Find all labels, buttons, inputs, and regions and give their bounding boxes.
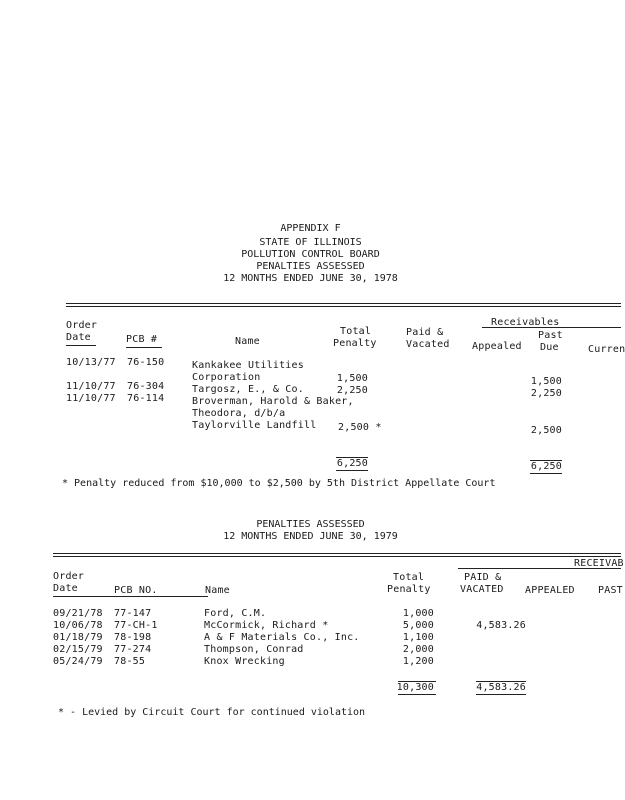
t1-row-name: Taylorville Landfill	[192, 420, 317, 431]
t2-row-date: 10/06/78	[53, 620, 103, 631]
t1-row-name: Kankakee Utilities	[192, 360, 304, 371]
t2-row-total: 1,100	[402, 632, 434, 643]
t1-header-vacated: Vacated	[406, 339, 450, 350]
t1-row-total: 2,250	[336, 385, 368, 396]
t2-header-paid: PAID &	[464, 572, 502, 583]
t1-row-name: Corporation	[192, 372, 261, 383]
t2-row-pcb: 78-198	[114, 632, 152, 643]
t1-total-past-due: 6,250	[530, 461, 562, 472]
t1-row-name: Targosz, E., & Co.	[192, 384, 304, 395]
t2-header-appealed: APPEALED	[525, 585, 575, 596]
t1-row-date: 11/10/77	[66, 393, 116, 404]
t2-header-underline	[53, 596, 208, 597]
t2-row-date: 09/21/78	[53, 608, 103, 619]
t1-header-current: Curren	[588, 344, 625, 355]
t2-row-total: 1,200	[402, 656, 434, 667]
table1-top-rule	[66, 303, 621, 307]
t2-row-date: 05/24/79	[53, 656, 103, 667]
t1-date-underline	[66, 345, 96, 346]
t2-header-pcb: PCB NO.	[114, 585, 158, 596]
section2-period: 12 MONTHS ENDED JUNE 30, 1979	[223, 531, 398, 542]
t2-header-total: Total	[393, 572, 425, 583]
t1-total-underline	[336, 470, 368, 471]
t2-row-date: 01/18/79	[53, 632, 103, 643]
t1-header-date: Date	[66, 332, 91, 343]
t1-header-due: Due	[540, 342, 559, 353]
t1-header-total: Total	[340, 326, 372, 337]
t1-past-total-underline	[530, 473, 562, 474]
t1-header-penalty: Penalty	[333, 338, 377, 349]
t1-header-past: Past	[538, 330, 563, 341]
table2-top-rule	[53, 553, 621, 557]
t2-row-pcb: 77-147	[114, 608, 152, 619]
t1-row-total: 2,500 *	[338, 422, 382, 433]
t1-header-name: Name	[235, 336, 260, 347]
t1-header-paid: Paid &	[406, 327, 444, 338]
t1-row-date: 10/13/77	[66, 357, 116, 368]
t1-row-name: Theodora, d/b/a	[192, 408, 286, 419]
t2-header-order: Order	[53, 571, 85, 582]
t2-row-pcb: 78-55	[114, 656, 146, 667]
t1-row-past-due: 2,500	[530, 425, 562, 436]
appendix-title: APPENDIX F	[280, 223, 341, 234]
t1-header-pcb: PCB #	[126, 334, 158, 345]
state-name: STATE OF ILLINOIS	[259, 237, 362, 248]
t2-row-pcb: 77-CH-1	[114, 620, 158, 631]
t2-header-past: PAST	[598, 585, 623, 596]
t1-row-total: 1,500	[336, 373, 368, 384]
t2-footnote: * - Levied by Circuit Court for continued violation	[58, 707, 366, 718]
t2-row-total: 2,000	[402, 644, 434, 655]
t1-row-past-due: 1,500	[530, 376, 562, 387]
t2-total-penalty: 10,300	[396, 682, 434, 693]
t2-total-paid: 4,583.26	[476, 682, 526, 693]
t2-header-name: Name	[205, 585, 230, 596]
t1-pcb-underline	[126, 347, 162, 348]
t2-header-date: Date	[53, 583, 78, 594]
t2-row-date: 02/15/79	[53, 644, 103, 655]
t1-total-penalty: 6,250	[336, 458, 368, 469]
t2-header-receivables: RECEIVAB	[574, 558, 624, 569]
t1-row-past-due: 2,250	[530, 388, 562, 399]
t1-row-name: Broverman, Harold & Baker,	[192, 396, 354, 407]
board-name: POLLUTION CONTROL BOARD	[241, 249, 380, 260]
t2-row-total: 5,000	[402, 620, 434, 631]
t2-row-pcb: 77-274	[114, 644, 152, 655]
report-period: 12 MONTHS ENDED JUNE 30, 1978	[223, 273, 398, 284]
t2-header-penalty: Penalty	[387, 584, 431, 595]
t1-header-appealed: Appealed	[472, 341, 522, 352]
t2-header-vacated: VACATED	[460, 584, 504, 595]
t1-row-pcb: 76-304	[127, 381, 165, 392]
t2-row-name: McCormick, Richard *	[204, 620, 329, 631]
section2-title: PENALTIES ASSESSED	[256, 519, 365, 530]
t1-footnote: * Penalty reduced from $10,000 to $2,500 by 5th District Appellate Court	[62, 478, 496, 489]
t1-row-pcb: 76-114	[127, 393, 165, 404]
t2-row-name: Thompson, Conrad	[204, 644, 304, 655]
t2-paid-total-underline	[476, 694, 526, 695]
t1-row-pcb: 76-150	[127, 357, 165, 368]
t2-row-paid: 4,583.26	[476, 620, 526, 631]
t1-row-date: 11/10/77	[66, 381, 116, 392]
t2-row-name: Ford, C.M.	[204, 608, 267, 619]
t1-header-receivables: Receivables	[491, 317, 560, 328]
t2-row-name: Knox Wrecking	[204, 656, 285, 667]
t2-row-total: 1,000	[402, 608, 434, 619]
t2-total-underline	[398, 694, 436, 695]
report-title: PENALTIES ASSESSED	[256, 261, 365, 272]
t1-header-order: Order	[66, 320, 98, 331]
t2-row-name: A & F Materials Co., Inc.	[204, 632, 360, 643]
